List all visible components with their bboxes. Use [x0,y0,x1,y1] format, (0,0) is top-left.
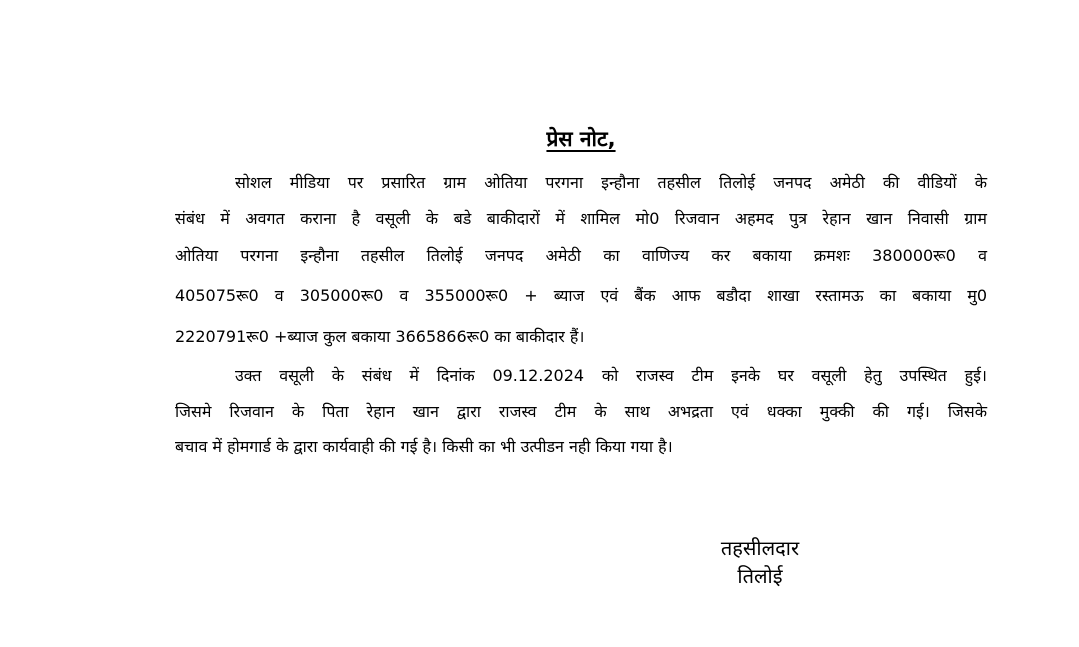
signature-block [690,534,830,590]
paragraph-1-line-2: संबंध में अवगत कराना है वसूली के बडे बाकीदारों में शामिल मो0 रिजवान अहमद पुत्र रेहान खान निवासी ग्राम [175,209,987,228]
document-title-text: प्रेस नोट, [546,127,616,151]
signature-designation: तहसीलदार [720,536,800,560]
paragraph-1-line-5: 2220791रू0 +ब्याज कुल बकाया 3665866रू0 का बाकीदार हैं। [175,327,585,346]
paragraph-2-line-2: जिसमे रिजवान के पिता रेहान खान द्वारा राजस्व टीम के साथ अभद्रता एवं धक्का मुक्की की गई। जिसके [175,402,987,421]
paragraph-1-line-1: सोशल मीडिया पर प्रसारित ग्राम ओतिया परगना इन्हौना तहसील तिलोई जनपद अमेठी की वीडियों के [235,173,987,192]
paragraph-1-line-4: 405075रू0 व 305000रू0 व 355000रू0 + ब्याज एवं बैंक आफ बडौदा शाखा रस्तामऊ का बकाया मु0 [175,286,987,305]
signature-place: तिलोई [737,564,783,588]
paragraph-2-line-3: बचाव में होमगार्ड के द्वारा कार्यवाही की गई है। किसी का भी उत्पीडन नही किया गया है। [175,437,673,456]
paragraph-2-line-1: उक्त वसूली के संबंध में दिनांक 09.12.2024 को राजस्व टीम इनके घर वसूली हेतु उपस्थित हुई। [235,366,987,385]
document-title [476,124,686,154]
paragraph-1-line-3: ओतिया परगना इन्हौना तहसील तिलोई जनपद अमेठी का वाणिज्य कर बकाया क्रमशः 380000रू0 व [175,246,987,265]
